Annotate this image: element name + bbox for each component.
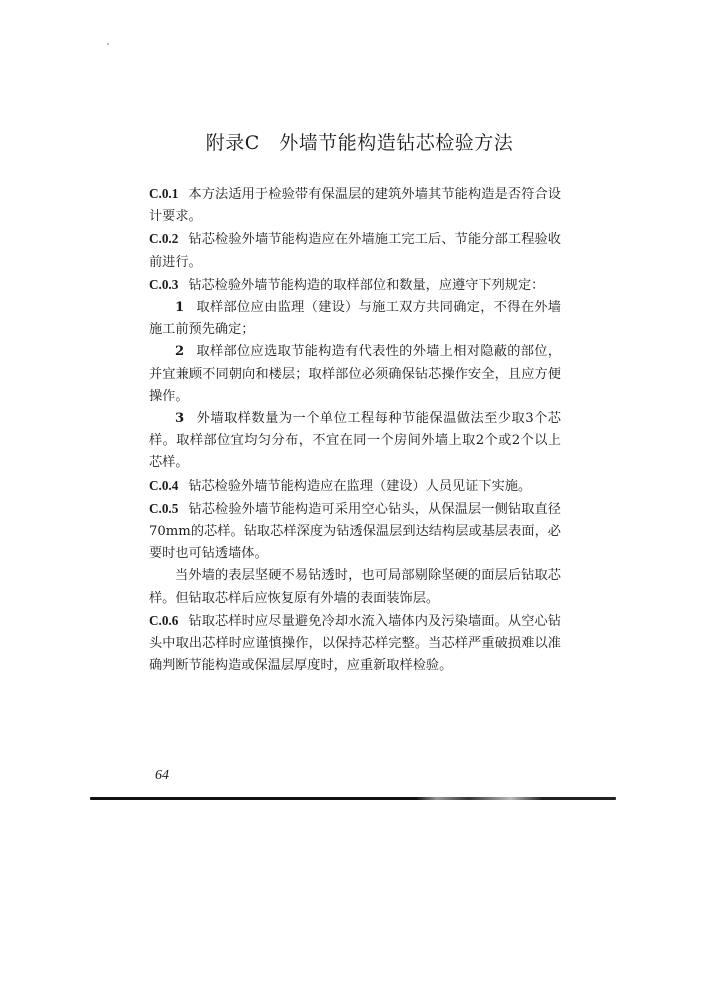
section-text: 钻芯检验外墙节能构造应在监理（建设）人员见证下实施。 — [188, 478, 532, 494]
item-text: 取样部位应由监理（建设）与施工双方共同确定，不得在外墙施工前预先确定； — [149, 300, 561, 338]
section-number: C.0.5 — [149, 500, 179, 516]
document-body — [149, 183, 561, 677]
appendix-title: 附录C 外墙节能构造钻芯检验方法 — [205, 132, 514, 154]
item-text: 取样部位应选取节能构造有代表性的外墙上相对隐蔽的部位，并宜兼顾不同朝向和楼层；取样部位必须确保钻芯操作安全，且应方便操作。 — [149, 344, 561, 404]
page-number: 64 — [155, 768, 169, 783]
c03-item-2 — [149, 341, 561, 408]
section-c01 — [149, 183, 561, 228]
section-number: C.0.3 — [149, 276, 179, 292]
section-text: 钻芯检验外墙节能构造的取样部位和数量，应遵守下列规定： — [188, 277, 545, 293]
item-number: 2 — [175, 344, 185, 360]
c05-continuation: 当外墙的表层坚硬不易钻透时，也可局部剔除坚硬的面层后钻取芯样。但钻取芯样后应恢复原有外墙的表面装饰层。 — [149, 568, 561, 606]
item-number: 1 — [175, 300, 185, 316]
section-number: C.0.4 — [149, 477, 179, 493]
section-c02 — [149, 228, 561, 273]
section-text: 钻芯检验外墙节能构造应在外墙施工完工后、节能分部工程验收前进行。 — [149, 232, 561, 270]
scan-speck — [107, 43, 109, 45]
item-text: 外墙取样数量为一个单位工程每种节能保温做法至少取3个芯样。取样部位宜均匀分布，不宜在同一个房间外墙上取2个或2个以上芯样。 — [149, 411, 561, 471]
section-text: 本方法适用于检验带有保温层的建筑外墙其节能构造是否符合设计要求。 — [149, 187, 561, 225]
section-c03 — [149, 274, 561, 297]
section-text: 钻芯检验外墙节能构造可采用空心钻头，从保温层一侧钻取直径70mm的芯样。钻取芯样深度为钻透保温层到达结构层或基层表面，必要时也可钻透墙体。 — [149, 501, 561, 562]
item-number: 3 — [175, 411, 185, 427]
footer-rule — [90, 797, 616, 800]
section-number: C.0.2 — [149, 231, 179, 247]
section-c04 — [149, 475, 561, 498]
section-c06 — [149, 610, 561, 678]
section-number: C.0.1 — [149, 186, 179, 201]
section-number: C.0.6 — [149, 612, 179, 628]
section-c05 — [149, 498, 561, 566]
section-text: 钻取芯样时应尽量避免冷却水流入墙体内及污染墙面。从空心钻头中取出芯样时应谨慎操作，以保持芯样完整。当芯样严重破损难以准确判断节能构造或保温层厚度时，应重新取样检验。 — [149, 613, 561, 674]
c03-item-1 — [149, 297, 561, 341]
c03-item-3 — [149, 408, 561, 475]
